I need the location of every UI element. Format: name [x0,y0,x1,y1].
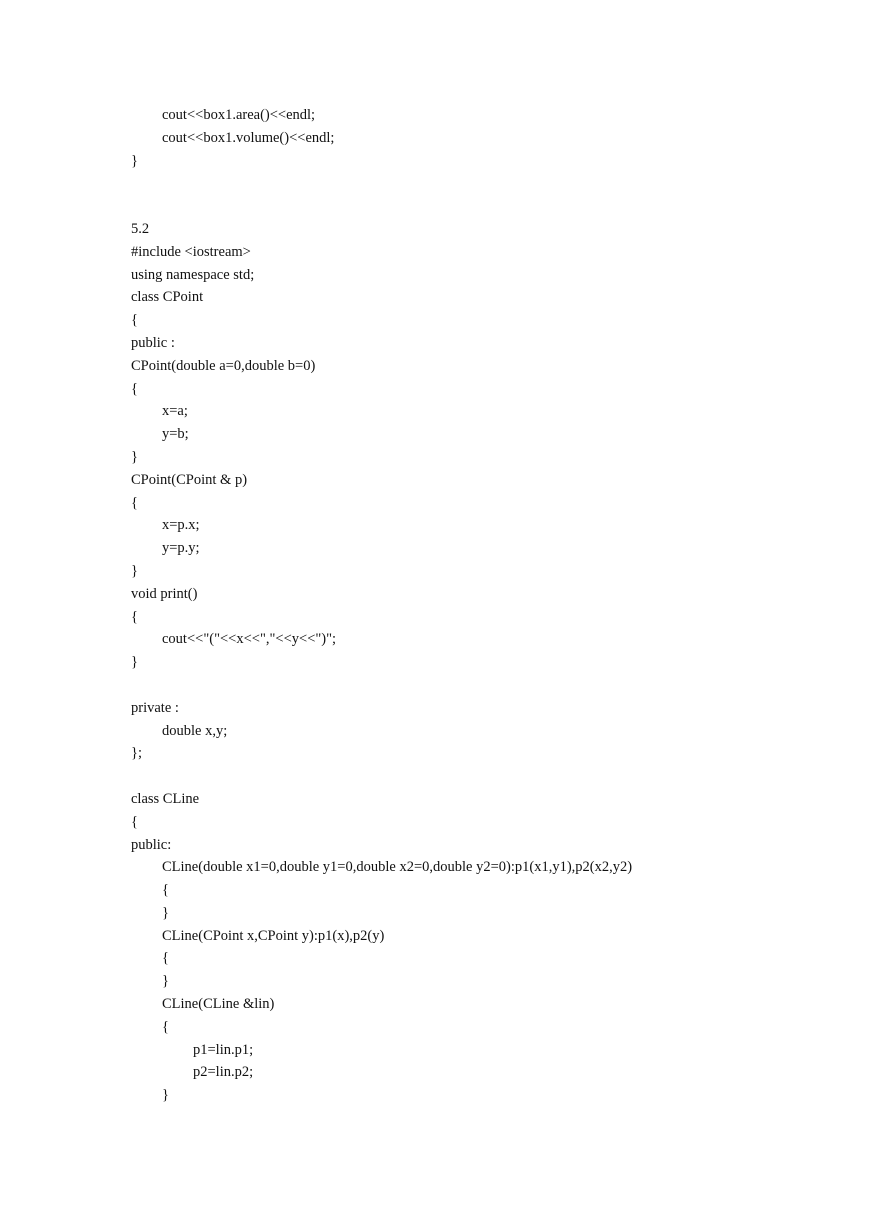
code-line: CLine(double x1=0,double y1=0,double x2=0,double y2=0):p1(x1,y1),p2(x2,y2) [162,859,633,876]
code-line: class CPoint [131,289,204,306]
code-line: } [131,562,138,579]
code-line: } [131,448,138,465]
code-line: private : [131,699,179,716]
code-line [131,765,831,788]
code-line: y=p.y; [162,540,200,557]
code-line: cout<<box1.volume()<<endl; [162,129,335,146]
code-listing [131,104,831,1107]
code-line [131,674,831,697]
code-line: y=b; [162,426,189,443]
code-line: { [131,494,138,511]
code-line: void print() [131,585,198,602]
code-line: p2=lin.p2; [193,1064,254,1081]
code-line: p1=lin.p1; [193,1041,254,1058]
code-line: { [131,608,138,625]
code-line: { [162,1018,169,1035]
code-line: } [162,973,169,990]
code-line [131,195,831,218]
code-line: x=a; [162,403,188,420]
code-line: } [131,152,138,169]
code-line: }; [131,745,142,762]
code-line: public : [131,334,175,351]
code-line: CLine(CPoint x,CPoint y):p1(x),p2(y) [162,927,385,944]
code-line: #include <iostream> [131,243,251,260]
code-line: } [131,654,138,671]
code-line: cout<<"("<<x<<","<<y<<")"; [162,631,337,648]
code-line: { [162,950,169,967]
code-line: { [131,813,138,830]
code-line: } [162,1087,169,1104]
code-line: { [131,380,138,397]
code-line: CPoint(CPoint & p) [131,471,248,488]
code-line: double x,y; [162,722,228,739]
code-line: class CLine [131,790,200,807]
code-line: using namespace std; [131,266,255,283]
code-line: CLine(CLine &lin) [162,996,275,1013]
code-line: public: [131,836,172,853]
code-line: } [162,904,169,921]
code-line: 5.2 [131,220,150,237]
code-line: x=p.x; [162,517,200,534]
code-line [131,172,831,195]
code-line: { [131,312,138,329]
code-line: { [162,882,169,899]
code-line: cout<<box1.area()<<endl; [162,107,316,123]
code-line: CPoint(double a=0,double b=0) [131,357,316,374]
